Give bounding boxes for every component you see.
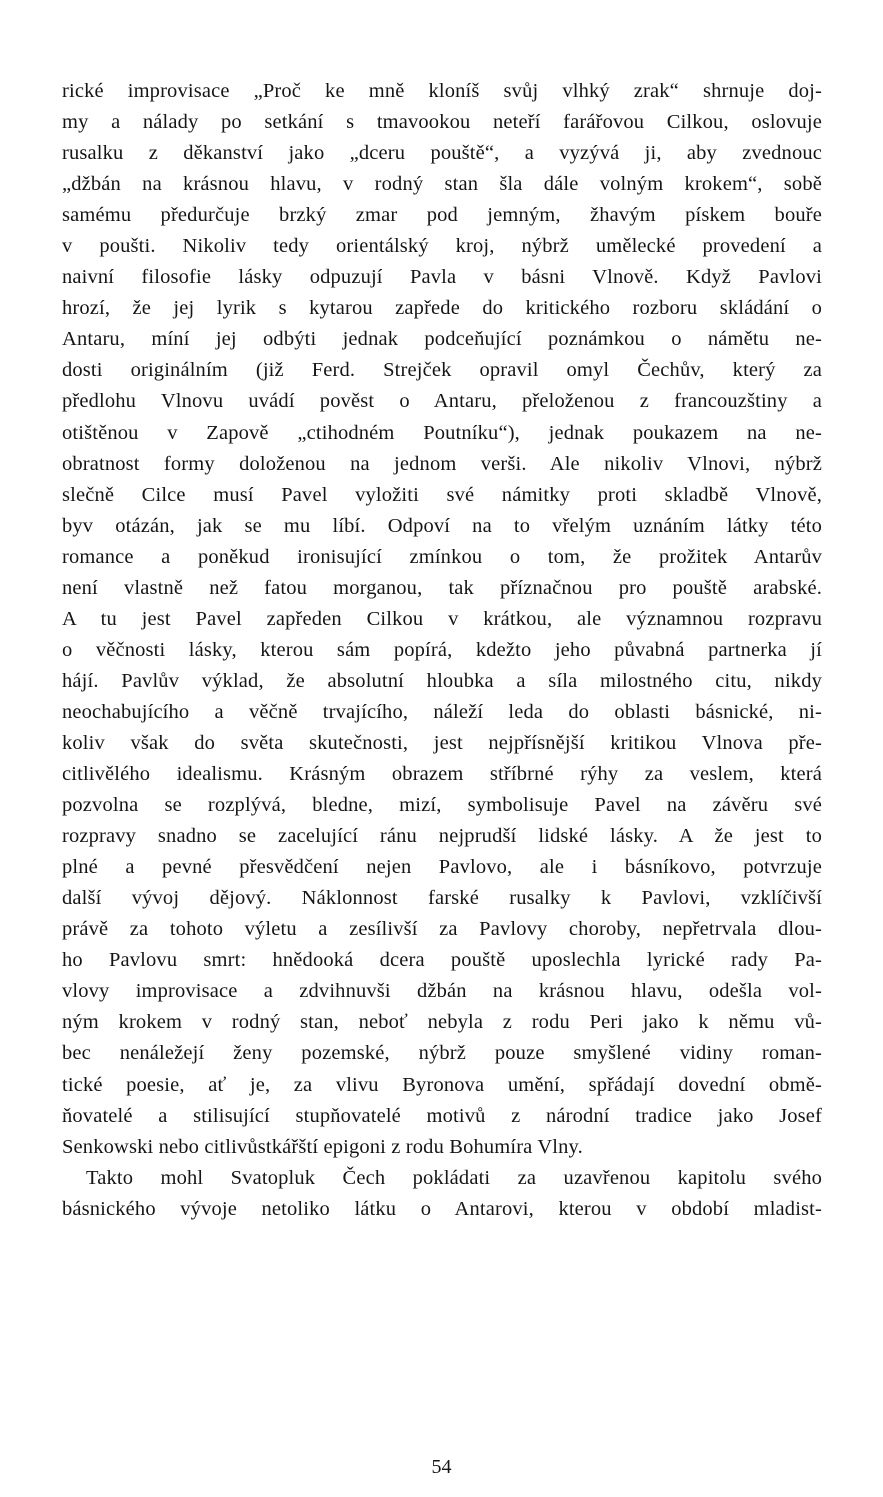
text-line: ňovatelé a stilisující stupňovatelé motivů z národní tradice jako Josef [62, 1104, 822, 1127]
text-line: ho Pavlovu smrt: hnědooká dcera pouště uposlechla lyrické rady Pa- [62, 949, 822, 972]
text-line: rické improvisace „Proč ke mně kloníš svůj vlhký zrak“ shrnuje doj- [62, 80, 822, 102]
text-line: v poušti. Nikoliv tedy orientálský kroj, nýbrž umělecké provedení a [62, 235, 822, 258]
body-text [62, 76, 822, 1225]
text-line: hrozí, že jej lyrik s kytarou zapřede do kritického rozboru skládání o [62, 297, 822, 320]
text-line: slečně Cilce musí Pavel vyložiti své námitky proti skladbě Vlnově, [62, 483, 822, 506]
text-line: není vlastně než fatou morganou, tak příznačnou pro pouště arabské. [62, 576, 822, 599]
text-line: právě za tohoto výletu a zesílivší za Pavlovy choroby, nepřetrvala dlou- [62, 918, 822, 941]
text-line: vlovy improvisace a zdvihnuvši džbán na krásnou hlavu, odešla vol- [62, 980, 822, 1003]
text-line: „džbán na krásnou hlavu, v rodný stan šla dále volným krokem“, sobě [62, 173, 822, 196]
text-line: Takto mohl Svatopluk Čech pokládati za uzavřenou kapitolu svého [86, 1166, 822, 1189]
text-line: další vývoj dějový. Náklonnost farské rusalky k Pavlovi, vzklíčivší [62, 887, 822, 910]
text-line: o věčnosti lásky, kterou sám popírá, kdežto jeho půvabná partnerka jí [62, 638, 822, 661]
text-line: otištěnou v Zapově „ctihodném Poutníku“), jednak poukazem na ne- [62, 421, 822, 444]
text-line: dosti originálním (již Ferd. Strejček opravil omyl Čechův, který za [62, 359, 822, 382]
text-line: Senkowski nebo citlivůstkářští epigoni z rodu Bohumíra Vlny. [62, 1135, 583, 1158]
text-line: rusalku z děkanství jako „dceru pouště“, a vyzývá ji, aby zvednouc [62, 142, 822, 165]
text-line: obratnost formy doloženou na jednom verši. Ale nikoliv Vlnovi, nýbrž [62, 452, 822, 475]
text-line: citlivělého idealismu. Krásným obrazem stříbrné rýhy za veslem, která [62, 763, 822, 786]
text-line: neochabujícího a věčně trvajícího, náleží leda do oblasti básnické, ni- [62, 700, 822, 723]
text-line: hájí. Pavlův výklad, že absolutní hloubka a síla milostného citu, nikdy [62, 669, 822, 692]
text-line: ným krokem v rodný stan, neboť nebyla z rodu Peri jako k němu vů- [62, 1011, 822, 1034]
text-line: romance a poněkud ironisující zmínkou o tom, že prožitek Antarův [62, 545, 822, 568]
paragraph [62, 76, 822, 1163]
text-line: plné a pevné přesvědčení nejen Pavlovo, ale i básníkovo, potvrzuje [62, 856, 822, 879]
text-line: předlohu Vlnovu uvádí pověst o Antaru, přeloženou z francouzštiny a [62, 390, 822, 413]
text-line: Antaru, míní jej odbýti jednak podceňující poznámkou o námětu ne- [62, 328, 822, 351]
text-line: samému předurčuje brzký zmar pod jemným, žhavým pískem bouře [62, 204, 822, 227]
text-line: tické poesie, ať je, za vlivu Byronova umění, spřádají dovední obmě- [62, 1073, 822, 1096]
text-line: my a nálady po setkání s tmavookou neteří farářovou Cilkou, oslovuje [62, 111, 822, 134]
text-line: bec nenáležejí ženy pozemské, nýbrž pouze smyšlené vidiny roman- [62, 1042, 822, 1065]
paragraph [62, 1163, 822, 1225]
text-line: básnického vývoje netoliko látku o Antarovi, kterou v období mladist- [62, 1197, 822, 1220]
text-line: naivní filosofie lásky odpuzují Pavla v básni Vlnově. Když Pavlovi [62, 266, 822, 289]
text-line: A tu jest Pavel zapředen Cilkou v krátkou, ale významnou rozpravu [62, 607, 822, 630]
text-line: pozvolna se rozplývá, bledne, mizí, symbolisuje Pavel na závěru své [62, 794, 822, 817]
page-number: 54 [431, 1456, 452, 1478]
text-line: byv otázán, jak se mu líbí. Odpoví na to vřelým uznáním látky této [62, 514, 822, 537]
text-line: rozpravy snadno se zacelující ránu nejprudší lidské lásky. A že jest to [62, 825, 822, 848]
text-line: koliv však do světa skutečnosti, jest nejpřísnější kritikou Vlnova pře- [62, 731, 822, 754]
